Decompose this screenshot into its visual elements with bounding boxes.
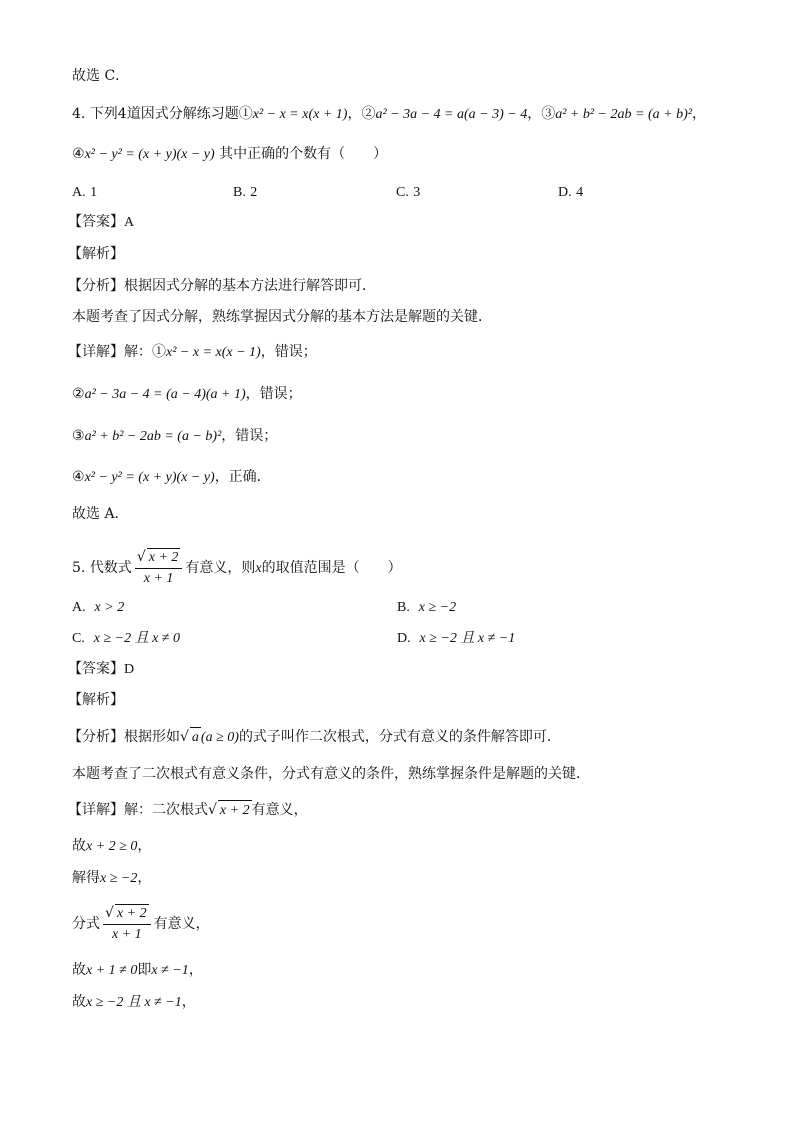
detail-mark: ③ (72, 428, 85, 444)
q4-item-expr: a² − 3a − 4 = a(a − 3) − 4 (375, 107, 528, 122)
option-text: 4 (576, 185, 584, 200)
option-text: x ≥ −2 (418, 600, 457, 615)
detail-pre: 解：二次根式 (124, 802, 208, 818)
q4-item-mark: ① (238, 106, 253, 122)
detail-verdict: ，错误； (260, 344, 317, 360)
option-text: 1 (90, 185, 98, 200)
step-text: ， (137, 870, 152, 886)
q4-item-expr: x² − y² = (x + y)(x − y) (84, 147, 215, 162)
q5-step-5 (72, 992, 196, 1013)
q4-separator: ， (691, 106, 706, 122)
answer-tag: 【答案】 (68, 214, 124, 230)
analysis-post: 的式子叫作二次根式，分式有意义的条件解答即可． (238, 729, 561, 745)
option-label: D. (397, 631, 411, 646)
option-text: 2 (250, 185, 258, 200)
option-label: B. (397, 600, 410, 615)
q4-detail-1 (68, 342, 317, 363)
step-expr: x ≥ −2 且 x ≠ −1 (86, 995, 182, 1010)
q5-var: x (255, 561, 262, 576)
detail-tag: 【详解】 (68, 344, 124, 360)
detail-expr: a² − 3a − 4 = (a − 4)(a + 1) (84, 387, 246, 402)
q4-item-mark: ② (361, 106, 376, 122)
option-text: 3 (413, 185, 421, 200)
q4-answer (68, 212, 134, 233)
detail-tag: 【详解】 (68, 802, 124, 818)
q4-item-mark: ③ (541, 106, 556, 122)
detail-post: 有意义， (251, 802, 308, 818)
q4-number: 4. (72, 106, 86, 122)
q5-detail: 【详解】解：二次根式√ x + 2 有意义， (68, 800, 308, 821)
option-label: D. (558, 185, 572, 200)
q4-detail-2 (72, 384, 302, 405)
q4-item-expr: x² − x = x(x + 1) (252, 107, 348, 122)
q4-option-d (558, 182, 583, 203)
q5-answer (68, 659, 134, 680)
option-label: A. (72, 185, 86, 200)
step-expr: x + 2 ≥ 0 (86, 839, 138, 854)
step-expr: x + 1 ≠ 0 (86, 963, 138, 978)
fraction-numerator: x + 2 (116, 906, 147, 921)
q4-stem (72, 104, 706, 125)
option-text: x > 2 (94, 600, 125, 615)
step-text: 即 (137, 962, 152, 978)
q5-step-2 (72, 868, 151, 889)
q4-analysis (68, 276, 376, 296)
option-text: x ≥ −2 且 x ≠ −1 (419, 631, 516, 646)
q4-item-expr: a² + b² − 2ab = (a + b)² (555, 107, 692, 122)
q4-stem-intro: 下列4道因式分解练习题 (89, 106, 239, 122)
step-text: 有意义， (153, 916, 210, 932)
q5-step-1 (72, 836, 151, 857)
analysis-pre: 根据形如 (124, 729, 180, 745)
step-text: 分式 (72, 916, 100, 932)
detail-expr: x² − x = x(x − 1) (166, 345, 261, 360)
q5-summary: 本题考查了二次根式有意义条件，分式有意义的条件，熟练掌握条件是解题的关键． (72, 766, 590, 782)
detail-expr: a² + b² − 2ab = (a − b)² (84, 429, 222, 444)
q4-summary: 本题考查了因式分解，熟练掌握因式分解的基本方法是解题的关键． (72, 309, 492, 325)
answer-value: D (124, 662, 135, 677)
q4-option-b (233, 182, 257, 203)
q5-stem-pre: 代数式 (89, 560, 132, 576)
q5-step-4 (72, 960, 203, 981)
step-text: 故 (72, 994, 86, 1010)
analysis-condition: (a ≥ 0) (200, 730, 239, 745)
q4-separator: ， (347, 106, 362, 122)
q4-conclusion: 故选 A． (72, 506, 129, 522)
step-text: 解得 (72, 870, 100, 886)
detail-radical: x + 2 (218, 800, 252, 821)
q5-stem-mid: 有意义，则 (185, 560, 256, 576)
q5-jiexi-tag: 【解析】 (68, 692, 124, 708)
q4-stem-cont (72, 144, 387, 165)
q4-option-a (72, 182, 97, 203)
q5-stem (72, 544, 402, 593)
fraction-denominator: x + 1 (111, 927, 142, 942)
q4-detail-3 (72, 426, 277, 447)
q5-option-c (72, 628, 180, 649)
analysis-text: 根据因式分解的基本方法进行解答即可． (124, 278, 376, 294)
detail-mark: ④ (72, 469, 85, 485)
step-text: ， (181, 994, 196, 1010)
detail-verdict: ，错误； (245, 386, 302, 402)
q4-item-mark: ④ (72, 146, 85, 162)
detail-verdict: ，错误； (221, 428, 278, 444)
option-label: A. (72, 600, 86, 615)
analysis-radical: a (190, 727, 201, 748)
q5-option-b (397, 597, 456, 618)
q4-detail-4 (72, 467, 271, 488)
detail-mark: ① (152, 344, 166, 360)
q5-step3-fraction: $\frac{√ x + 2}{x + 1}$ (103, 904, 151, 944)
step-expr: x ≥ −2 (100, 871, 138, 886)
answer-value: A (124, 215, 135, 230)
step-text: 故 (72, 962, 86, 978)
step-text: 故 (72, 838, 86, 854)
q4-stem-tail: 其中正确的个数有（ ） (219, 146, 388, 162)
detail-lead: 解： (124, 344, 152, 360)
fraction-denominator: x + 1 (143, 571, 174, 586)
q5-step-3 (72, 902, 210, 946)
analysis-tag: 【分析】 (68, 278, 124, 294)
q5-option-d (397, 628, 515, 649)
q5-option-a (72, 597, 124, 618)
prev-conclusion: 故选 C． (72, 68, 130, 84)
q4-jiexi-tag: 【解析】 (68, 246, 124, 262)
q4-separator: ， (527, 106, 542, 122)
step-text: ， (137, 838, 152, 854)
detail-verdict: ，正确． (214, 469, 271, 485)
detail-mark: ② (72, 386, 85, 402)
answer-tag: 【答案】 (68, 661, 124, 677)
q4-option-c (396, 182, 420, 203)
q5-stem-post: 的取值范围是（ ） (261, 560, 402, 576)
q5-analysis: 【分析】根据形如√ a (a ≥ 0)的式子叫作二次根式，分式有意义的条件解答即可． (68, 727, 561, 748)
option-label: C. (396, 185, 409, 200)
q5-number: 5. (72, 560, 86, 576)
q5-fraction: $\frac{√ x + 2}{x + 1}$ (135, 548, 183, 588)
option-text: x ≥ −2 且 x ≠ 0 (93, 631, 180, 646)
step-text: ， (188, 962, 203, 978)
option-label: C. (72, 631, 85, 646)
option-label: B. (233, 185, 246, 200)
fraction-numerator: x + 2 (148, 550, 179, 565)
step-expr: x ≠ −1 (151, 963, 189, 978)
detail-expr: x² − y² = (x + y)(x − y) (84, 470, 215, 485)
analysis-tag: 【分析】 (68, 729, 124, 745)
